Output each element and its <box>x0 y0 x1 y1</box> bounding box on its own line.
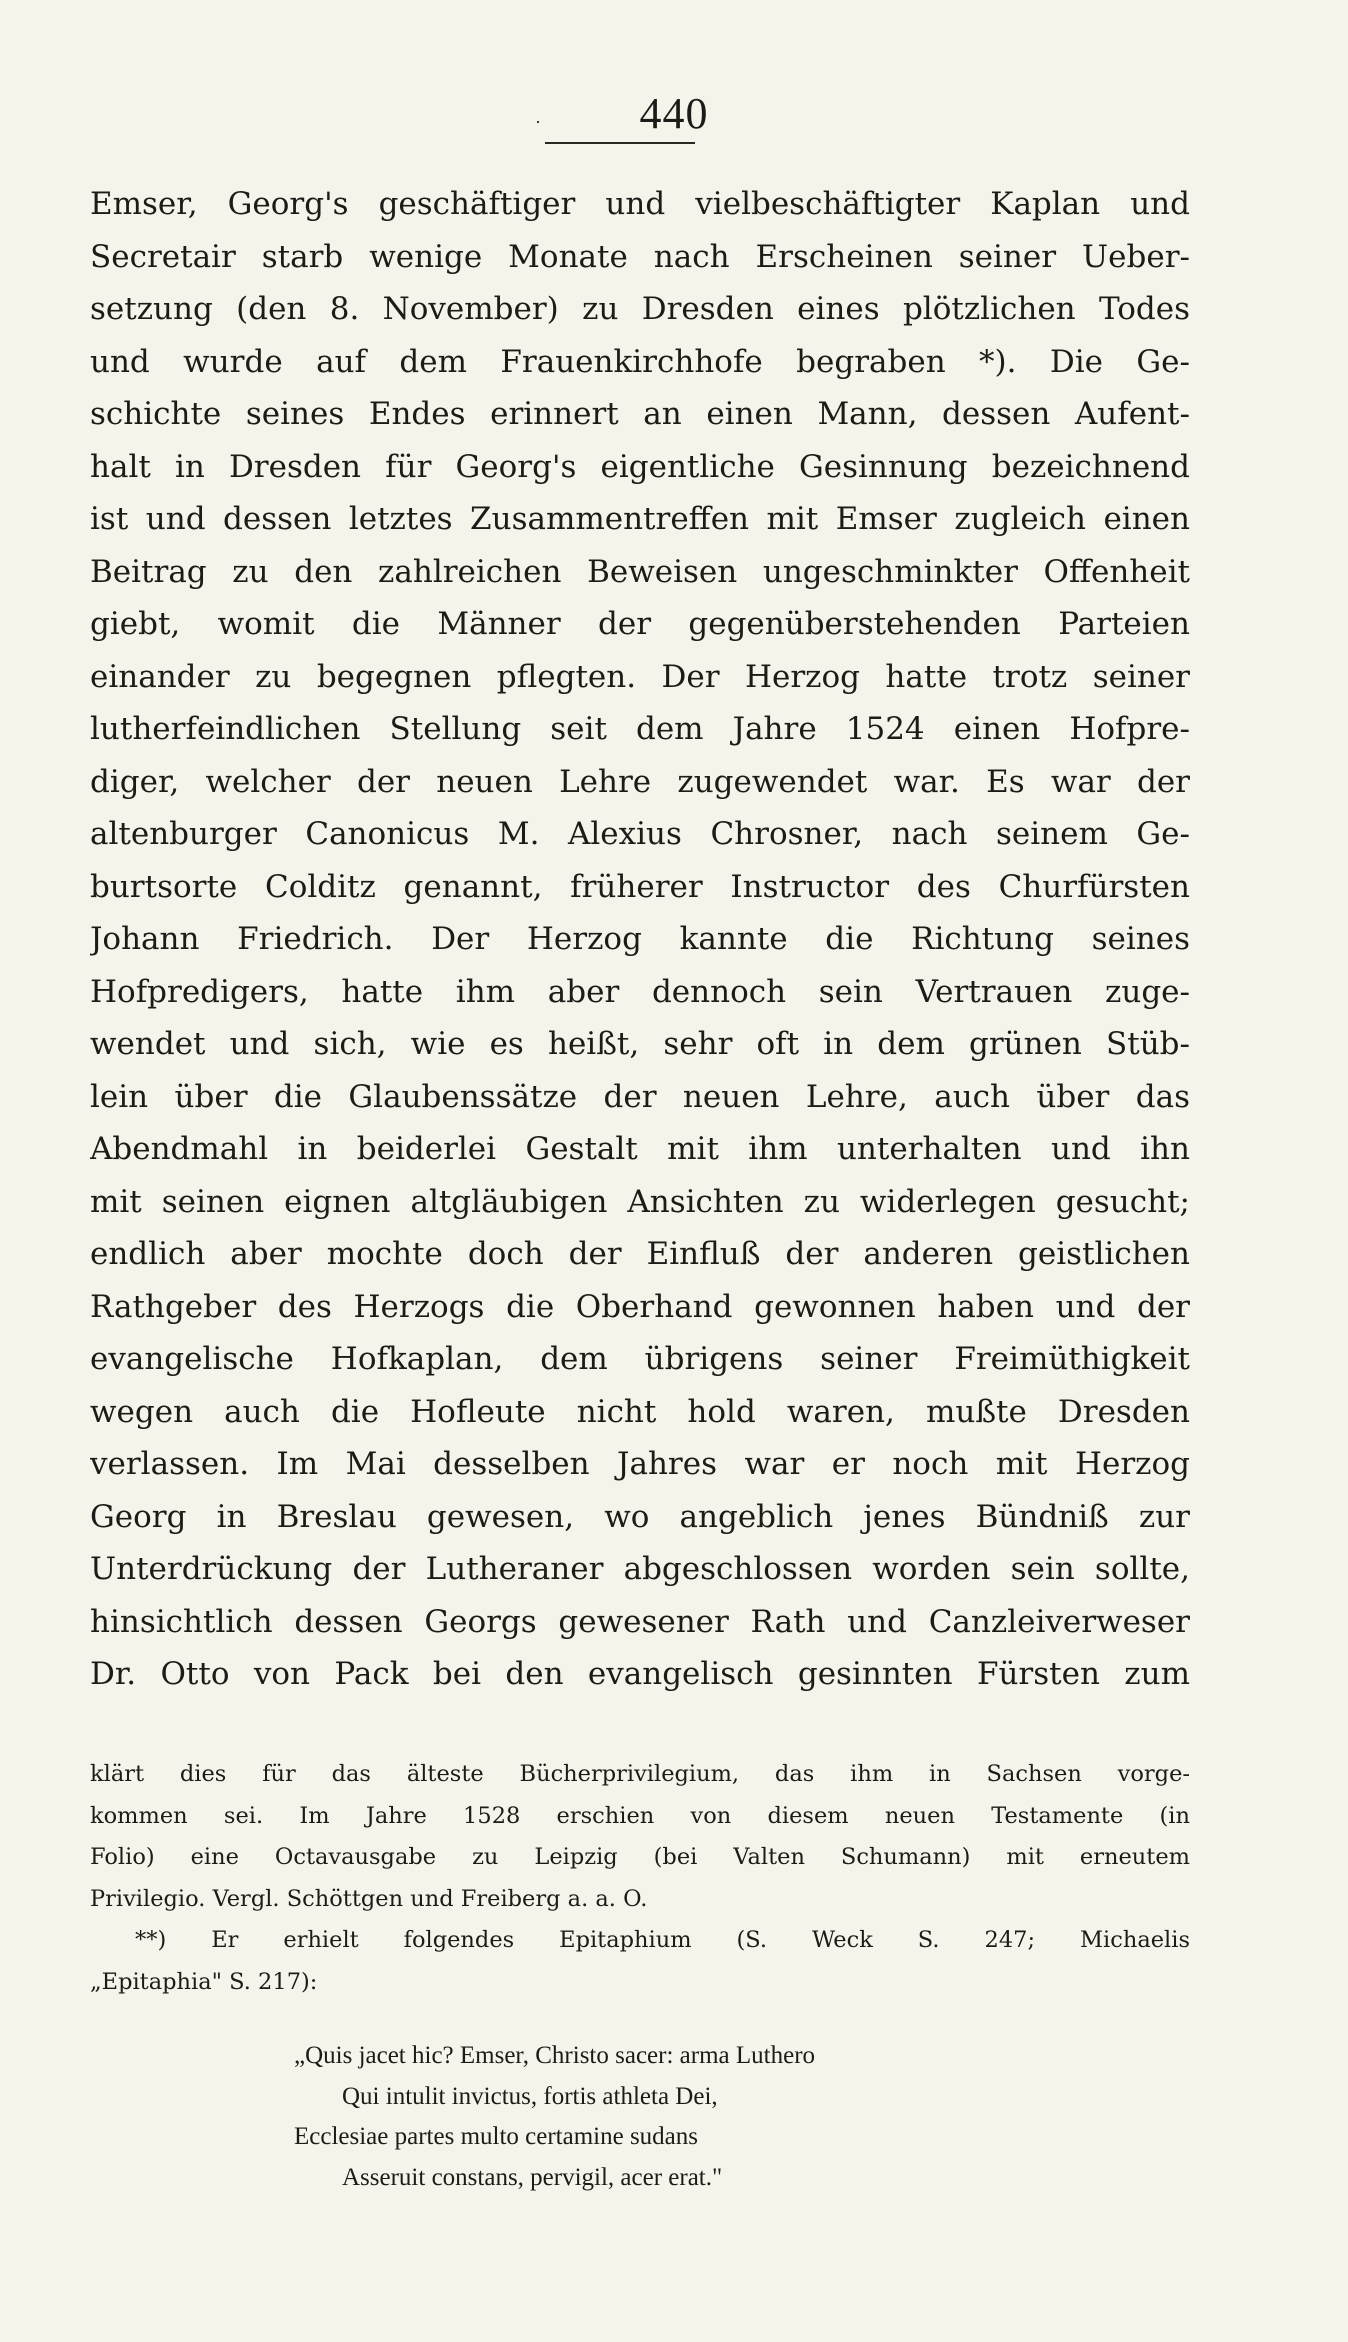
header-rule <box>545 142 695 144</box>
text-line: lein über die Glaubenssätze der neuen Lehre, auch über das <box>90 1078 1190 1115</box>
text-line: Rathgeber des Herzogs die Oberhand gewonnen haben und der <box>90 1288 1190 1325</box>
text-line: Abendmahl in beiderlei Gestalt mit ihm unterhalten und ihn <box>90 1131 1190 1167</box>
text-line: halt in Dresden für Georg's eigentliche Gesinnung bezeichnend <box>90 448 1190 485</box>
verse-line: Qui intulit invictus, fortis athleta Dei, <box>342 2082 718 2110</box>
verse-line: „Quis jacet hic? Emser, Christo sacer: arma Luthero <box>294 2042 816 2069</box>
page-number: 440 <box>639 89 709 138</box>
text-line: hinsichtlich dessen Georgs gewesener Rath und Canzleiverweser <box>90 1603 1190 1640</box>
text-line: burtsorte Colditz genannt, früherer Instructor des Churfürsten <box>90 868 1190 905</box>
text-line: schichte seines Endes erinnert an einen Mann, dessen Aufent- <box>90 396 1190 432</box>
text-line: setzung (den 8. November) zu Dresden eines plötzlichen Todes <box>90 291 1190 327</box>
footnote-line: klärt dies für das älteste Bücherprivilegium, das ihm in Sachsen vorge- <box>90 1761 1190 1787</box>
text-line: und wurde auf dem Frauenkirchhofe begraben *). Die Ge- <box>90 343 1190 380</box>
header-dot: · <box>535 112 541 132</box>
epitaph-verse <box>0 2036 1348 2198</box>
text-line: giebt, womit die Männer der gegenüberstehenden Parteien <box>90 606 1190 642</box>
main-text <box>90 178 1190 1701</box>
footnote-line: „Epitaphia" S. 217): <box>90 1968 318 1995</box>
text-line: Hofpredigers, hatte ihm aber dennoch sein Vertrauen zuge- <box>90 973 1190 1010</box>
text-line: evangelische Hofkaplan, dem übrigens seiner Freimüthigkeit <box>90 1341 1190 1377</box>
text-line: mit seinen eignen altgläubigen Ansichten zu widerlegen gesucht; <box>90 1183 1190 1220</box>
verse-line: Ecclesiae partes multo certamine sudans <box>294 2123 699 2150</box>
footnote-line: kommen sei. Im Jahre 1528 erschien von diesem neuen Testamente (in <box>90 1802 1190 1829</box>
text-line: Johann Friedrich. Der Herzog kannte die Richtung seines <box>90 921 1190 957</box>
footnote-line: Folio) eine Octavausgabe zu Leipzig (bei Valten Schumann) mit erneutem <box>90 1844 1190 1870</box>
text-line: verlassen. Im Mai desselben Jahres war er noch mit Herzog <box>90 1446 1190 1482</box>
text-line: Georg in Breslau gewesen, wo angeblich jenes Bündniß zur <box>90 1498 1190 1535</box>
text-line: Unterdrückung der Lutheraner abgeschlossen worden sein sollte, <box>90 1551 1190 1587</box>
text-line: endlich aber mochte doch der Einfluß der anderen geistlichen <box>90 1236 1190 1272</box>
text-line: wegen auch die Hofleute nicht hold waren, mußte Dresden <box>90 1393 1190 1430</box>
text-line: Beitrag zu den zahlreichen Beweisen ungeschminkter Offenheit <box>90 553 1190 590</box>
text-line: diger, welcher der neuen Lehre zugewendet war. Es war der <box>90 763 1190 800</box>
text-line: Dr. Otto von Pack bei den evangelisch gesinnten Fürsten zum <box>90 1656 1190 1692</box>
verse-line: Asseruit constans, pervigil, acer erat." <box>342 2163 723 2191</box>
text-line: Emser, Georg's geschäftiger und vielbeschäftigter Kaplan und <box>90 186 1190 222</box>
text-line: altenburger Canonicus M. Alexius Chrosner, nach seinem Ge- <box>90 816 1190 852</box>
text-line: Secretair starb wenige Monate nach Erscheinen seiner Ueber- <box>90 238 1190 275</box>
text-line: lutherfeindlichen Stellung seit dem Jahre 1524 einen Hofpre- <box>90 711 1190 747</box>
footnote-line: Privilegio. Vergl. Schöttgen und Freiberg a. a. O. <box>90 1885 648 1912</box>
footnotes <box>90 1754 1190 2003</box>
text-line: wendet und sich, wie es heißt, sehr oft in dem grünen Stüb- <box>90 1026 1190 1062</box>
footnote-line: **) Er erhielt folgendes Epitaphium (S. Weck S. 247; Michaelis <box>135 1927 1190 1953</box>
text-line: einander zu begegnen pflegten. Der Herzog hatte trotz seiner <box>90 658 1190 695</box>
text-line: ist und dessen letztes Zusammentreffen mit Emser zugleich einen <box>90 501 1190 537</box>
